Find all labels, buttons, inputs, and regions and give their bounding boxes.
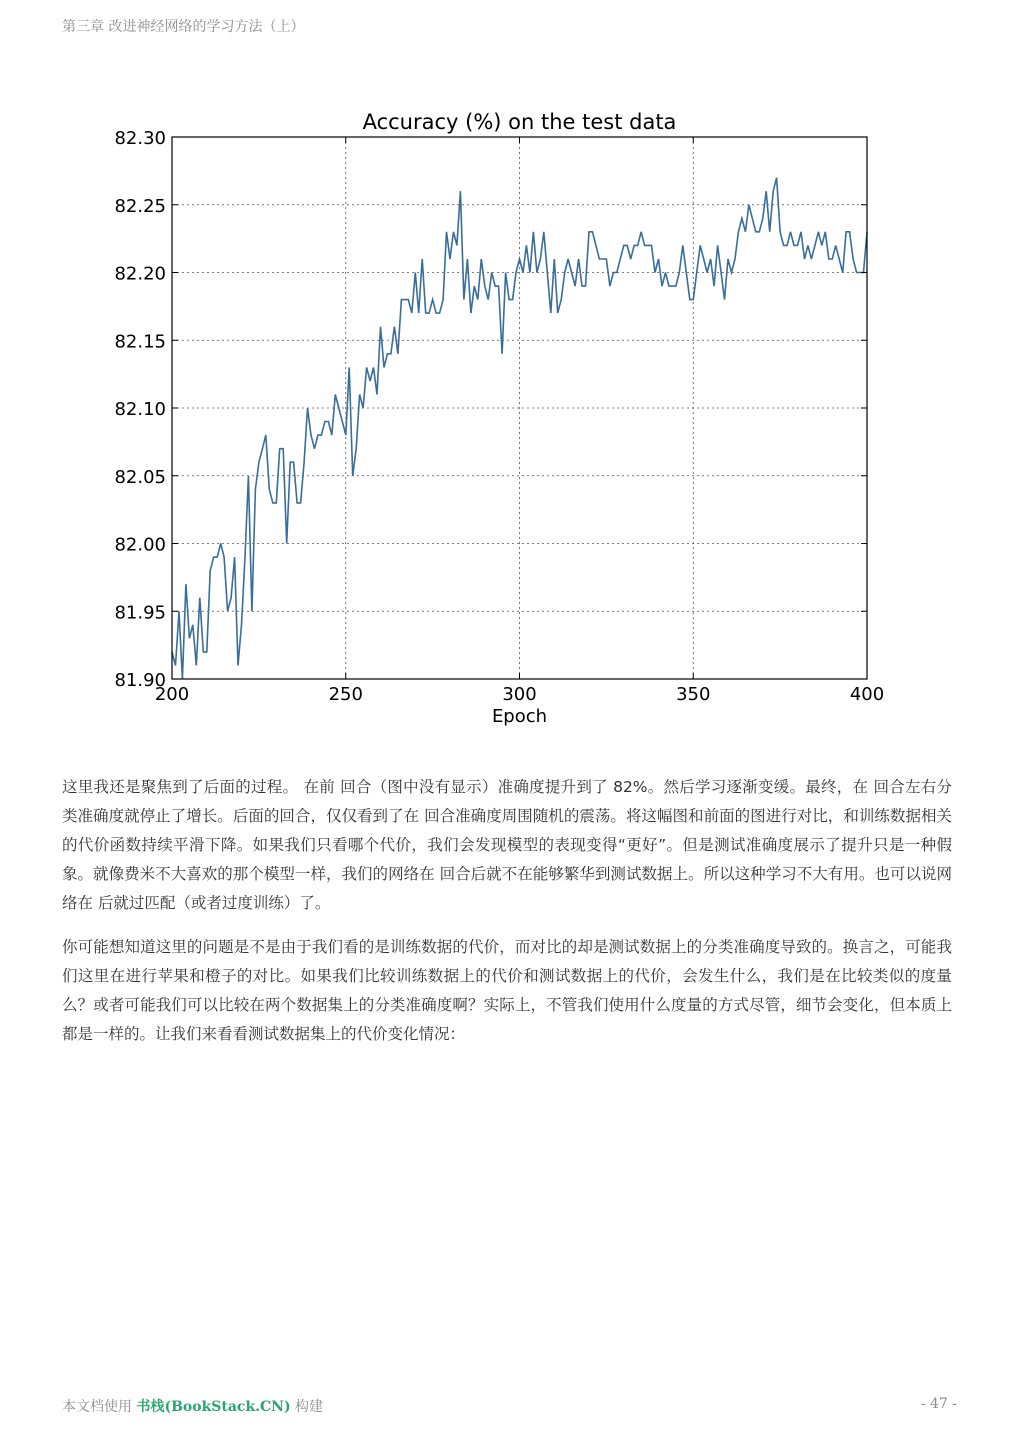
x-axis-label: Epoch — [491, 706, 548, 727]
paragraph-1: 这里我还是聚焦到了后面的过程。 在前 回合（图中没有显示）准确度提升到了 82%。然后学习逐渐变缓。最终，在 回合左右分类准确度就停止了增长。后面的回合，仅仅看到了在 回合准确度周围随机的震荡。将这幅图和前面的图进行对比，和训练数据相关的代价函数持续平滑下降。如果我们只看哪个代价，我们会发现模型的表现变得“更好”。但是测试准确度展示了提升只是一种假象。就像费米不大喜欢的那个模型一样，我们的网络在 回合后就不在能够繁华到测试数据上。所以这种学习不大有用。也可以说网络在 后就过匹配（或者过度训练）了。 — [62, 778, 952, 912]
x-tick-label: 300 — [502, 684, 537, 705]
x-tick-label: 350 — [676, 684, 711, 705]
x-tick-label: 250 — [328, 684, 363, 705]
y-tick-label: 82.10 — [114, 399, 166, 420]
footer-credit — [62, 1396, 323, 1416]
footer-suffix: 构建 — [290, 1399, 324, 1415]
y-tick-label: 82.30 — [114, 128, 166, 149]
y-tick-label: 82.15 — [114, 331, 166, 353]
footer-prefix: 本文档使用 — [62, 1399, 137, 1415]
bookstack-link[interactable]: 书栈(BookStack.CN) — [136, 1399, 291, 1415]
y-tick-label: 81.95 — [114, 602, 166, 624]
y-tick-label: 82.20 — [114, 263, 166, 285]
y-tick-label: 82.25 — [114, 195, 166, 217]
x-tick-label: 200 — [154, 684, 190, 705]
chart-title: Accuracy (%) on the test data — [362, 110, 677, 134]
y-tick-label: 82.05 — [114, 466, 166, 488]
x-tick-label: 400 — [849, 684, 885, 705]
y-tick-label: 82.00 — [114, 534, 166, 556]
paragraph-2: 你可能想知道这里的问题是不是由于我们看的是训练数据的代价，而对比的却是测试数据上的分类准确度导致的。换言之，可能我们这里在进行苹果和橙子的对比。如果我们比较训练数据上的代价和测试数据上的代价，会发生什么，我们是在比较类似的度量么？或者可能我们可以比较在两个数据集上的分类准确度啊？实际上，不管我们使用什么度量的方式尽管，细节会变化，但本质上都是一样的。让我们来看看测试数据集上的代价变化情况： — [62, 938, 952, 1043]
y-tick-label: 81.90 — [114, 670, 166, 691]
accuracy-chart — [100, 100, 900, 740]
page-number: - 47 - — [920, 1396, 957, 1412]
chapter-header: 第三章 改进神经网络的学习方法（上） — [62, 19, 305, 35]
